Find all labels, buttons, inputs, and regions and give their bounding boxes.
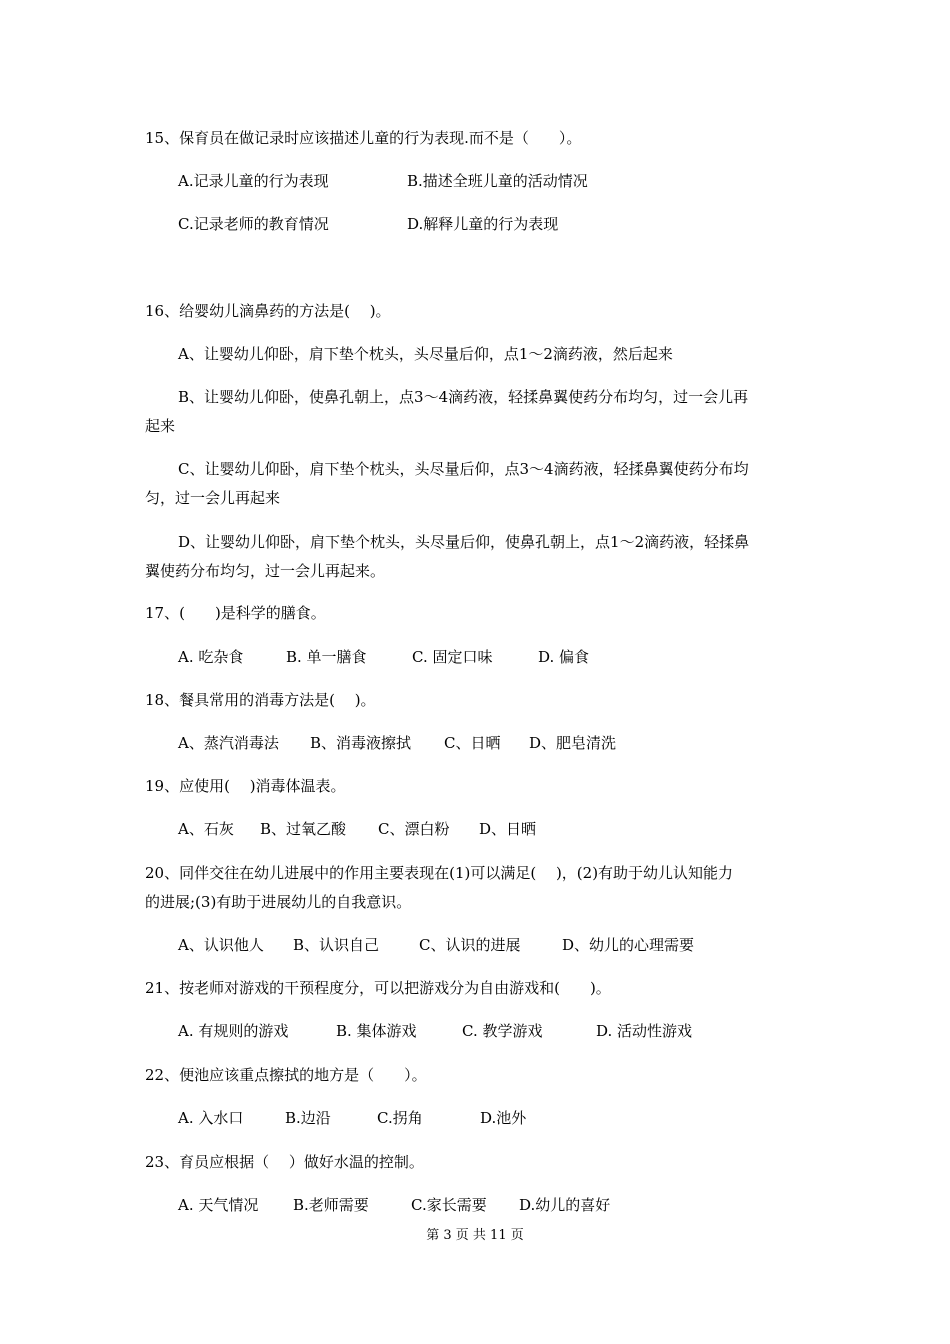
question-19-option-d: D、日晒	[479, 820, 537, 838]
question-16-option-c-cont: 匀，过一会儿再起来	[145, 489, 281, 507]
question-15-options-row-1	[178, 171, 588, 191]
question-17-stem: 17、( )是科学的膳食。	[145, 604, 326, 622]
question-20-option-a: A、认识他人	[178, 936, 264, 954]
question-19-option-b: B、过氧乙酸	[260, 820, 347, 838]
question-17-option-c: C. 固定口味	[412, 648, 493, 666]
question-23-options	[178, 1195, 610, 1215]
page-number-footer: 第 3 页 共 11 页	[426, 1228, 524, 1243]
question-20-options	[178, 935, 694, 955]
question-19-option-a: A、石灰	[178, 820, 234, 838]
question-16-stem: 16、给婴幼儿滴鼻药的方法是( )。	[145, 302, 391, 320]
question-20-option-c: C、认识的进展	[419, 936, 521, 954]
question-20-option-d: D、幼儿的心理需要	[562, 936, 695, 954]
question-18-option-a: A、蒸汽消毒法	[178, 734, 279, 752]
question-16-option-b: B、让婴幼儿仰卧，使鼻孔朝上，点3～4滴药液，轻揉鼻翼使药分布均匀，过一会儿再	[178, 388, 749, 406]
question-15-option-a: A.记录儿童的行为表现	[178, 172, 329, 190]
question-17-options	[178, 647, 589, 667]
question-19-options	[178, 819, 536, 839]
question-15-option-b: B.描述全班儿童的活动情况	[407, 172, 588, 190]
question-20-option-b: B、认识自己	[293, 936, 380, 954]
question-23-option-b: B.老师需要	[293, 1196, 369, 1214]
question-15-stem: 15、保育员在做记录时应该描述儿童的行为表现.而不是（ ）。	[145, 129, 582, 147]
question-21-option-c: C. 教学游戏	[462, 1022, 543, 1040]
question-16-option-a: A、让婴幼儿仰卧，肩下垫个枕头，头尽量后仰，点1～2滴药液，然后起来	[178, 345, 673, 363]
question-23-option-a: A. 天气情况	[178, 1196, 259, 1214]
question-23-option-d: D.幼儿的喜好	[519, 1196, 611, 1214]
question-21-option-a: A. 有规则的游戏	[178, 1022, 289, 1040]
question-15-options-row-2	[178, 214, 558, 234]
question-15-option-d: D.解释儿童的行为表现	[407, 215, 559, 233]
question-21-option-b: B. 集体游戏	[336, 1022, 417, 1040]
question-21-options	[178, 1021, 692, 1041]
question-22-option-c: C.拐角	[377, 1109, 423, 1127]
question-16-option-d-cont: 翼使药分布均匀，过一会儿再起来。	[145, 562, 386, 580]
question-19-option-c: C、漂白粉	[378, 820, 450, 838]
question-22-option-a: A. 入水口	[178, 1109, 244, 1127]
question-17-option-b: B. 单一膳食	[286, 648, 367, 666]
question-23-stem: 23、育员应根据（ ）做好水温的控制。	[145, 1153, 424, 1171]
question-22-option-d: D.池外	[480, 1109, 527, 1127]
question-18-option-d: D、肥皂清洗	[529, 734, 617, 752]
question-15-option-c: C.记录老师的教育情况	[178, 215, 329, 233]
question-16-option-d: D、让婴幼儿仰卧，肩下垫个枕头，头尽量后仰，使鼻孔朝上，点1～2滴药液，轻揉鼻	[178, 533, 750, 551]
question-16-option-b-cont: 起来	[145, 417, 176, 435]
question-22-options	[178, 1108, 526, 1128]
question-20-stem: 20、同伴交往在幼儿进展中的作用主要表现在(1)可以满足( )，(2)有助于幼儿认知能力	[145, 864, 734, 882]
question-18-option-b: B、消毒液擦拭	[310, 734, 412, 752]
question-18-option-c: C、日晒	[444, 734, 501, 752]
question-22-stem: 22、便池应该重点擦拭的地方是（ ）。	[145, 1066, 427, 1084]
question-20-stem-cont: 的进展;(3)有助于进展幼儿的自我意识。	[145, 893, 412, 911]
question-16-option-c: C、让婴幼儿仰卧，肩下垫个枕头，头尽量后仰，点3～4滴药液，轻揉鼻翼使药分布均	[178, 460, 749, 478]
question-18-options	[178, 733, 616, 753]
question-21-stem: 21、按老师对游戏的干预程度分，可以把游戏分为自由游戏和( )。	[145, 979, 611, 997]
question-19-stem: 19、应使用( )消毒体温表。	[145, 777, 346, 795]
question-18-stem: 18、餐具常用的消毒方法是( )。	[145, 691, 376, 709]
question-23-option-c: C.家长需要	[411, 1196, 487, 1214]
question-22-option-b: B.边沿	[285, 1109, 331, 1127]
question-21-option-d: D. 活动性游戏	[596, 1022, 693, 1040]
question-17-option-d: D. 偏食	[538, 648, 590, 666]
question-17-option-a: A. 吃杂食	[178, 648, 244, 666]
